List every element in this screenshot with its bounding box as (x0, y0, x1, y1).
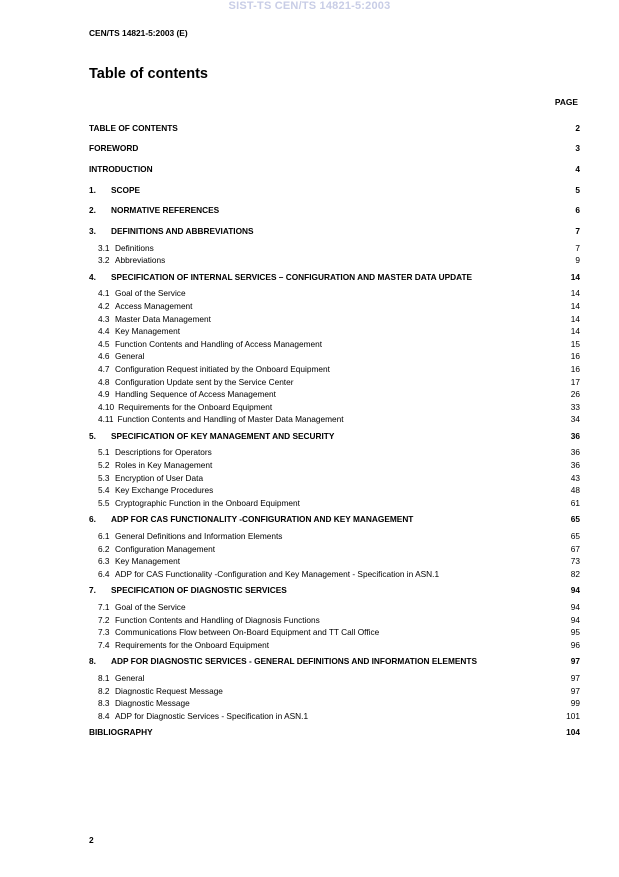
toc-entry-title: ADP FOR CAS FUNCTIONALITY -CONFIGURATION AND KEY MANAGEMENT (111, 514, 414, 525)
toc-entry-section[interactable] (89, 200, 580, 221)
toc-entry-title: SPECIFICATION OF INTERNAL SERVICES – CONFIGURATION AND MASTER DATA UPDATE (111, 271, 473, 282)
toc-entry-subsection[interactable] (89, 672, 580, 685)
toc-entry-subsection[interactable] (89, 639, 580, 652)
toc-entry-page: 82 (570, 568, 580, 579)
toc-entry-label (89, 163, 153, 175)
toc-entry-subsection[interactable] (89, 484, 580, 497)
toc-entry-title: Configuration Request initiated by the Onboard Equipment (115, 363, 330, 374)
toc-entry-title: Diagnostic Request Message (115, 685, 223, 696)
toc-entry-number: 7.2 (98, 614, 110, 625)
toc-entry-page: 97 (570, 672, 580, 683)
toc-entry-page: 36 (570, 430, 580, 441)
toc-entry-label (98, 413, 344, 426)
toc-entry-page: 2 (575, 122, 580, 133)
toc-entry-label (89, 122, 178, 134)
toc-entry-label (89, 430, 334, 442)
toc-entry-page: 67 (570, 543, 580, 554)
toc-entry-page: 17 (570, 376, 580, 387)
toc-entry-title: Configuration Update sent by the Service Center (115, 376, 294, 387)
toc-entry-label (89, 584, 287, 596)
toc-entry-label (98, 376, 294, 389)
toc-entry-label (98, 254, 165, 267)
toc-entry-section[interactable] (89, 722, 580, 743)
toc-entry-number: 4.8 (98, 376, 110, 387)
toc-entry-number: 1. (89, 184, 96, 195)
toc-entry-subsection[interactable] (89, 401, 580, 414)
toc-entry-title: Function Contents and Handling of Master Data Management (117, 414, 344, 425)
toc-entry-number: 8.4 (98, 710, 110, 721)
toc-entry-title: Cryptographic Function in the Onboard Equipment (115, 497, 300, 508)
toc-entry-subsection[interactable] (89, 242, 580, 255)
toc-entry-title: ADP FOR DIAGNOSTIC SERVICES - GENERAL DEFINITIONS AND INFORMATION ELEMENTS (111, 656, 478, 667)
toc-entry-number: 5.1 (98, 447, 110, 458)
toc-entry-title: Encryption of User Data (115, 472, 204, 483)
toc-entry-title: FOREWORD (89, 143, 139, 154)
toc-entry-title: ADP for CAS Functionality -Configuration and Key Management - Specification in ASN.1 (115, 568, 440, 579)
toc-entry-subsection[interactable] (89, 287, 580, 300)
toc-entry-section[interactable] (89, 651, 580, 672)
toc-entry-title: SPECIFICATION OF KEY MANAGEMENT AND SECURITY (111, 430, 335, 441)
toc-entry-page: 6 (575, 205, 580, 216)
toc-entry-page: 3 (575, 143, 580, 154)
toc-entry-label (98, 555, 180, 568)
toc-entry-label (98, 497, 300, 510)
toc-entry-title: Diagnostic Message (115, 698, 190, 709)
toc-entry-label (89, 726, 153, 738)
document-id: CEN/TS 14821-5:2003 (E) (89, 28, 188, 38)
toc-entry-label (98, 710, 308, 723)
toc-entry-page: 48 (570, 485, 580, 496)
toc-entry-number: 6.2 (98, 543, 110, 554)
toc-entry-subsection[interactable] (89, 710, 580, 723)
toc-entry-subsection[interactable] (89, 472, 580, 485)
toc-entry-number: 7.4 (98, 639, 110, 650)
toc-entry-title: Requirements for the Onboard Equipment (115, 639, 270, 650)
toc-entry-subsection[interactable] (89, 376, 580, 389)
toc-entry-page: 97 (570, 685, 580, 696)
toc-entry-page: 14 (570, 326, 580, 337)
toc-entry-label (98, 446, 212, 459)
toc-entry-section[interactable] (89, 118, 580, 139)
toc-entry-page: 14 (570, 271, 580, 282)
toc-entry-page: 7 (575, 225, 580, 236)
toc-entry-subsection[interactable] (89, 325, 580, 338)
toc-entry-page: 61 (570, 497, 580, 508)
toc-entry-label (98, 401, 272, 414)
toc-entry-label (98, 300, 192, 313)
toc-entry-number: 3.1 (98, 242, 110, 253)
toc-entry-label (98, 697, 190, 710)
toc-entry-number: 5.3 (98, 472, 110, 483)
toc-entry-page: 14 (570, 288, 580, 299)
toc-entry-page: 36 (570, 460, 580, 471)
toc-entry-page: 33 (570, 401, 580, 412)
toc-entry-number: 4.4 (98, 326, 110, 337)
toc-entry-page: 34 (570, 414, 580, 425)
toc-entry-subsection[interactable] (89, 388, 580, 401)
toc-entry-title: INTRODUCTION (89, 163, 153, 174)
toc-entry-page: 14 (570, 300, 580, 311)
toc-entry-subsection[interactable] (89, 300, 580, 313)
toc-entry-section[interactable] (89, 180, 580, 201)
toc-entry-title: General Definitions and Information Elements (115, 531, 283, 542)
toc-entry-page: 15 (570, 338, 580, 349)
toc-entry-page: 96 (570, 639, 580, 650)
toc-entry-number: 7. (89, 585, 96, 596)
toc-entry-subsection[interactable] (89, 497, 580, 510)
toc-entry-number: 4.7 (98, 363, 110, 374)
toc-entry-title: NORMATIVE REFERENCES (111, 205, 220, 216)
toc-entry-subsection[interactable] (89, 254, 580, 267)
toc-entry-subsection[interactable] (89, 459, 580, 472)
toc-entry-number: 4.1 (98, 288, 110, 299)
toc-entry-page: 104 (566, 727, 580, 738)
toc-entry-label (98, 287, 186, 300)
toc-entry-title: Descriptions for Operators (115, 447, 212, 458)
toc-entry-subsection[interactable] (89, 543, 580, 556)
toc-entry-subsection[interactable] (89, 568, 580, 581)
toc-entry-title: Master Data Management (115, 313, 211, 324)
toc-entry-subsection[interactable] (89, 601, 580, 614)
toc-entry-page: 5 (575, 184, 580, 195)
toc-entry-page: 9 (575, 255, 580, 266)
toc-entry-subsection[interactable] (89, 338, 580, 351)
toc-entry-number: 8.2 (98, 685, 110, 696)
page-title: Table of contents (89, 66, 208, 82)
toc-entry-number: 4.3 (98, 313, 110, 324)
toc-entry-number: 5.4 (98, 485, 110, 496)
toc-entry-title: Requirements for the Onboard Equipment (118, 401, 273, 412)
toc-entry-label (98, 639, 269, 652)
toc-entry-title: Goal of the Service (115, 288, 186, 299)
toc-entry-subsection[interactable] (89, 530, 580, 543)
toc-entry-page: 99 (570, 698, 580, 709)
toc-entry-subsection[interactable] (89, 350, 580, 363)
toc-entry-label (98, 459, 212, 472)
toc-entry-label (98, 530, 282, 543)
toc-entry-page: 65 (570, 531, 580, 542)
toc-entry-number: 4.5 (98, 338, 110, 349)
toc-entry-section[interactable] (89, 267, 580, 288)
toc-entry-label (98, 350, 145, 363)
toc-entry-page: 43 (570, 472, 580, 483)
toc-entry-number: 4.6 (98, 351, 110, 362)
toc-entry-title: Key Management (115, 326, 181, 337)
toc-entry-page: 94 (570, 602, 580, 612)
toc-entry-label (98, 472, 203, 485)
toc-entry-title: General (115, 351, 145, 362)
toc-entry-number: 8.1 (98, 672, 110, 683)
toc-entry-label (98, 325, 180, 338)
toc-entry-label (89, 142, 138, 154)
toc-entry-subsection[interactable] (89, 626, 580, 639)
watermark: SIST-TS CEN/TS 14821-5:2003 (228, 0, 391, 12)
toc-entry-page: 97 (570, 656, 580, 667)
toc-entry-page: 16 (570, 351, 580, 362)
toc-entry-number: 7.3 (98, 627, 110, 638)
toc-entry-page: 101 (566, 710, 580, 721)
toc-entry-label (98, 388, 276, 401)
toc-entry-title: Definitions (115, 242, 154, 253)
toc-entry-subsection[interactable] (89, 413, 580, 426)
toc-entry-number: 2. (89, 205, 96, 216)
toc-entry-subsection[interactable] (89, 446, 580, 459)
toc-entry-label (98, 614, 320, 627)
toc-entry-number: 8. (89, 656, 96, 667)
toc-entry-label (98, 338, 322, 351)
toc-entry-section[interactable] (89, 509, 580, 530)
toc-entry-section[interactable] (89, 580, 580, 601)
toc-entry-title: Communications Flow between On-Board Equipment and TT Call Office (115, 627, 380, 638)
toc-entry-number: 6.3 (98, 556, 110, 567)
toc-entry-title: Key Exchange Procedures (115, 485, 214, 496)
toc-entry-subsection[interactable] (89, 614, 580, 627)
toc-entry-number: 6.4 (98, 568, 110, 579)
toc-entry-page: 94 (570, 614, 580, 625)
footer-page-number: 2 (89, 835, 94, 845)
toc-entry-number: 6. (89, 514, 96, 525)
toc-entry-label (89, 513, 413, 525)
toc-entry-number: 4.10 (98, 401, 115, 412)
toc-entry-subsection[interactable] (89, 685, 580, 698)
toc-entry-number: 4.9 (98, 389, 110, 400)
toc-entry-page: 73 (570, 556, 580, 567)
toc-entry-label (98, 313, 211, 326)
toc-entry-number: 3.2 (98, 255, 110, 266)
toc-entry-title: TABLE OF CONTENTS (89, 122, 178, 133)
toc-entry-title: BIBLIOGRAPHY (89, 727, 153, 738)
toc-entry-title: SPECIFICATION OF DIAGNOSTIC SERVICES (111, 585, 287, 596)
toc-entry-number: 4.2 (98, 300, 110, 311)
toc-entry-section[interactable] (89, 159, 580, 180)
toc-entry-number: 4. (89, 271, 96, 282)
toc-entry-page: 4 (575, 163, 580, 174)
toc-entry-title: Abbreviations (115, 255, 166, 266)
toc-entry-number: 4.11 (98, 414, 114, 425)
toc-entry-number: 8.3 (98, 698, 110, 709)
toc-entry-page: 36 (570, 447, 580, 458)
toc-entry-subsection[interactable] (89, 697, 580, 710)
toc-entry-label (89, 184, 140, 196)
toc-entry-title: Goal of the Service (115, 602, 186, 612)
toc-entry-label (98, 672, 145, 685)
toc-entry-title: Function Contents and Handling of Access Management (115, 338, 323, 349)
toc-entry-page: 95 (570, 627, 580, 638)
toc-entry-page: 7 (575, 242, 580, 253)
toc-entry-label (98, 568, 439, 581)
toc-entry-page: 65 (570, 514, 580, 525)
toc-entry-page: 26 (570, 389, 580, 400)
toc-entry-label (98, 626, 379, 639)
toc-entry-page: 16 (570, 363, 580, 374)
toc-entry-title: General (115, 672, 145, 683)
toc-entry-number: 5. (89, 430, 96, 441)
toc-entry-label (98, 601, 186, 614)
toc-entry-page: 14 (570, 313, 580, 324)
toc-entry-section[interactable] (89, 139, 580, 160)
toc-list (89, 118, 580, 743)
toc-entry-label (89, 225, 254, 237)
toc-entry-number: 6.1 (98, 531, 110, 542)
toc-entry-title: SCOPE (111, 184, 141, 195)
toc-entry-title: Function Contents and Handling of Diagnosis Functions (115, 614, 320, 625)
toc-entry-title: DEFINITIONS AND ABBREVIATIONS (111, 225, 254, 236)
toc-entry-label (89, 271, 472, 283)
toc-entry-title: ADP for Diagnostic Services - Specification in ASN.1 (115, 710, 309, 721)
toc-entry-number: 3. (89, 225, 96, 236)
toc-entry-number: 5.2 (98, 460, 110, 471)
toc-entry-subsection[interactable] (89, 313, 580, 326)
toc-entry-title: Access Management (115, 300, 193, 311)
page-column-header: PAGE (554, 97, 578, 107)
toc-entry-label (89, 655, 477, 667)
toc-entry-label (89, 204, 219, 216)
toc-entry-title: Configuration Management (115, 543, 216, 554)
toc-entry-subsection[interactable] (89, 363, 580, 376)
toc-entry-label (98, 363, 330, 376)
toc-entry-section[interactable] (89, 221, 580, 242)
toc-entry-label (98, 242, 154, 255)
toc-entry-title: Roles in Key Management (115, 460, 213, 471)
toc-entry-section[interactable] (89, 426, 580, 447)
toc-entry-label (98, 484, 213, 497)
toc-entry-label (98, 685, 223, 698)
toc-entry-title: Handling Sequence of Access Management (115, 389, 276, 400)
toc-entry-number: 5.5 (98, 497, 110, 508)
toc-entry-label (98, 543, 215, 556)
toc-entry-title: Key Management (115, 556, 181, 567)
toc-entry-page: 94 (570, 585, 580, 596)
toc-entry-number: 7.1 (98, 602, 110, 612)
toc-entry-subsection[interactable] (89, 555, 580, 568)
